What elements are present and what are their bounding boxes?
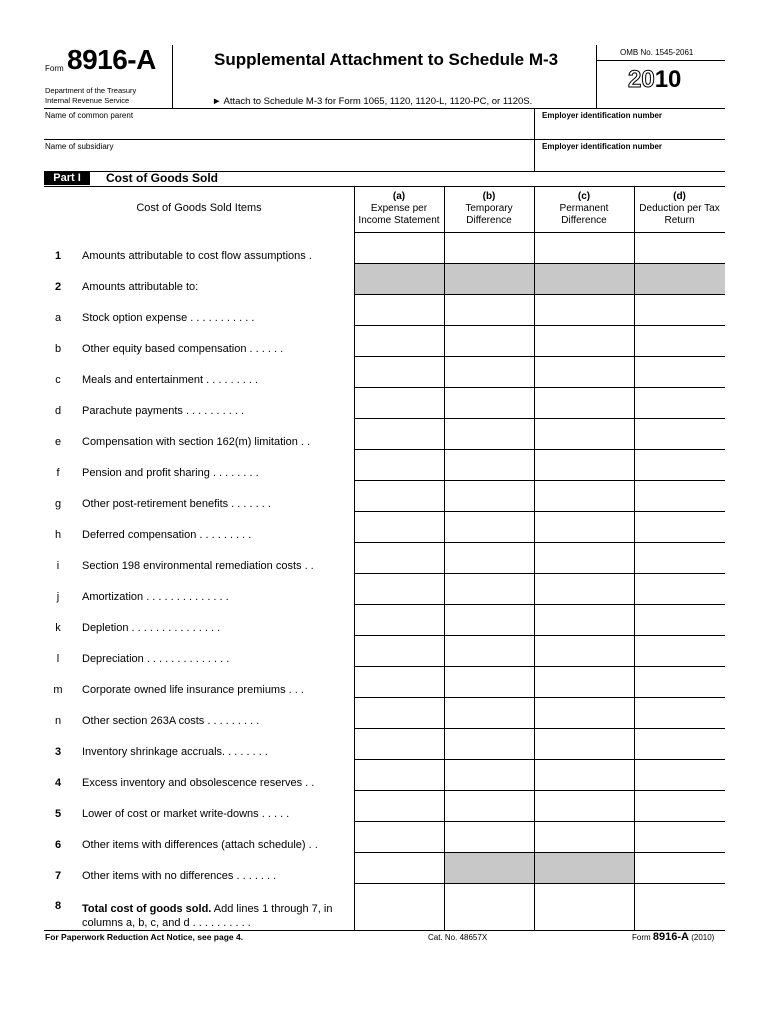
column-a-header bbox=[354, 191, 444, 227]
amount-cell-b[interactable] bbox=[445, 574, 534, 604]
amount-cell-a[interactable] bbox=[355, 481, 444, 511]
total-cell-a[interactable] bbox=[355, 886, 444, 930]
line-number: d bbox=[54, 405, 62, 417]
amount-cell-b[interactable] bbox=[445, 791, 534, 821]
column-c-header bbox=[534, 191, 634, 227]
amount-cell-d[interactable] bbox=[635, 512, 725, 542]
amount-cell-c[interactable] bbox=[535, 512, 634, 542]
ein-label-subsidiary: Employer identification number bbox=[542, 142, 663, 151]
column-c-line1: Permanent bbox=[559, 203, 609, 214]
amount-cell-a[interactable] bbox=[355, 450, 444, 480]
amount-cell-d[interactable] bbox=[635, 853, 725, 883]
amount-cell-a[interactable] bbox=[355, 326, 444, 356]
form-number: 8916-A bbox=[67, 44, 156, 75]
amount-cell-d[interactable] bbox=[635, 357, 725, 387]
line-description: Other section 263A costs . . . . . . . . . bbox=[82, 715, 260, 727]
column-c-letter: (c) bbox=[577, 191, 591, 202]
column-b-line1: Temporary bbox=[465, 203, 513, 214]
line-number: i bbox=[56, 560, 60, 572]
line-number: g bbox=[54, 498, 62, 510]
amount-cell-b[interactable] bbox=[445, 233, 534, 263]
line-description: Compensation with section 162(m) limitation . . bbox=[82, 436, 311, 448]
amount-cell-d[interactable] bbox=[635, 667, 725, 697]
tax-year bbox=[628, 66, 681, 94]
line-description: Amortization . . . . . . . . . . . . . . bbox=[82, 591, 229, 603]
amount-cell-d[interactable] bbox=[635, 388, 725, 418]
amount-cell-c[interactable] bbox=[535, 667, 634, 697]
form-prefix: Form bbox=[45, 64, 64, 73]
common-parent-field[interactable] bbox=[45, 121, 530, 137]
amount-cell-b[interactable] bbox=[445, 450, 534, 480]
total-cell-b[interactable] bbox=[445, 886, 534, 930]
amount-cell-c[interactable] bbox=[535, 605, 634, 635]
line-description: Other equity based compensation . . . . . . bbox=[82, 343, 284, 355]
catalog-number: Cat. No. 48657X bbox=[428, 933, 488, 942]
total-cogs-rest: Add lines 1 through 7, in bbox=[211, 903, 333, 915]
amount-cell-d[interactable] bbox=[635, 233, 725, 263]
amount-cell-c bbox=[535, 264, 634, 294]
department-line: Department of the Treasury bbox=[45, 86, 137, 95]
column-c-line2: Difference bbox=[561, 215, 607, 226]
tax-year-outline: 20 bbox=[628, 66, 655, 93]
tax-year-bold: 10 bbox=[654, 66, 682, 93]
amount-cell-b[interactable] bbox=[445, 760, 534, 790]
amount-cell-b[interactable] bbox=[445, 729, 534, 759]
amount-cell-b[interactable] bbox=[445, 295, 534, 325]
line-description: Depletion . . . . . . . . . . . . . . . bbox=[82, 622, 221, 634]
amount-cell-a[interactable] bbox=[355, 791, 444, 821]
amount-cell-b[interactable] bbox=[445, 388, 534, 418]
line-description: Other items with differences (attach schedule) . . bbox=[82, 839, 318, 851]
amount-cell-c[interactable] bbox=[535, 729, 634, 759]
column-d-line2: Return bbox=[664, 215, 695, 226]
line-description: Lower of cost or market write-downs . . . . . bbox=[82, 808, 290, 820]
total-cogs-bold: Total cost of goods sold. bbox=[82, 903, 212, 915]
common-parent-label: Name of common parent bbox=[45, 111, 134, 120]
line-number: 8 bbox=[54, 900, 62, 912]
line-number: 3 bbox=[54, 746, 62, 758]
column-a-line1: Expense per bbox=[370, 203, 428, 214]
line-description: Parachute payments . . . . . . . . . . bbox=[82, 405, 245, 417]
irs-line: Internal Revenue Service bbox=[45, 96, 130, 105]
total-cell-d[interactable] bbox=[635, 886, 725, 930]
amount-cell-d[interactable] bbox=[635, 760, 725, 790]
amount-cell-b[interactable] bbox=[445, 822, 534, 852]
amount-cell-c[interactable] bbox=[535, 698, 634, 728]
amount-cell-b[interactable] bbox=[445, 357, 534, 387]
part-title: Cost of Goods Sold bbox=[106, 171, 218, 185]
line-description: Excess inventory and obsolescence reserves . . bbox=[82, 777, 315, 789]
amount-cell-a[interactable] bbox=[355, 853, 444, 883]
line-number: 4 bbox=[54, 777, 62, 789]
column-a-line2: Income Statement bbox=[358, 215, 440, 226]
amount-cell-c[interactable] bbox=[535, 481, 634, 511]
amount-cell-c[interactable] bbox=[535, 543, 634, 573]
amount-cell-b bbox=[445, 853, 534, 883]
line-description: Inventory shrinkage accruals. . . . . . . . bbox=[82, 746, 268, 758]
line-number: 1 bbox=[54, 250, 62, 262]
amount-cell-a[interactable] bbox=[355, 667, 444, 697]
footer-form-id bbox=[632, 931, 714, 943]
items-column-header: Cost of Goods Sold Items bbox=[136, 202, 262, 214]
amount-cell-a[interactable] bbox=[355, 605, 444, 635]
line-description: Meals and entertainment . . . . . . . . . bbox=[82, 374, 259, 386]
footer-form-number: 8916-A bbox=[652, 931, 689, 943]
line-description: Other items with no differences . . . . . . . bbox=[82, 870, 277, 882]
amount-cell-d[interactable] bbox=[635, 450, 725, 480]
amount-cell-d[interactable] bbox=[635, 543, 725, 573]
line-description: Pension and profit sharing . . . . . . . . bbox=[82, 467, 259, 479]
amount-cell-a bbox=[355, 264, 444, 294]
amount-cell-c[interactable] bbox=[535, 295, 634, 325]
amount-cell-b bbox=[445, 264, 534, 294]
line-number: 5 bbox=[54, 808, 62, 820]
footer-form-prefix: Form bbox=[632, 933, 651, 942]
amount-cell-a[interactable] bbox=[355, 636, 444, 666]
column-d-line1: Deduction per Tax bbox=[639, 203, 720, 214]
amount-cell-c[interactable] bbox=[535, 760, 634, 790]
line-number: e bbox=[54, 436, 62, 448]
line-number: k bbox=[55, 622, 61, 634]
form-title: Supplemental Attachment to Schedule M-3 bbox=[214, 50, 559, 69]
line-number: 2 bbox=[54, 281, 62, 293]
amount-cell-d[interactable] bbox=[635, 605, 725, 635]
line-description: Amounts attributable to cost flow assumptions . bbox=[82, 250, 312, 262]
amount-cell-a[interactable] bbox=[355, 543, 444, 573]
amount-cell-a[interactable] bbox=[355, 822, 444, 852]
amount-cell-c[interactable] bbox=[535, 636, 634, 666]
column-b-letter: (b) bbox=[482, 191, 496, 202]
amount-cell-d[interactable] bbox=[635, 481, 725, 511]
total-cogs-label bbox=[82, 902, 352, 930]
amount-cell-a[interactable] bbox=[355, 233, 444, 263]
amount-cell-d bbox=[635, 264, 725, 294]
amount-cell-b[interactable] bbox=[445, 512, 534, 542]
line-description: Deferred compensation . . . . . . . . . bbox=[82, 529, 252, 541]
amount-cell-d[interactable] bbox=[635, 326, 725, 356]
amount-cell-b[interactable] bbox=[445, 481, 534, 511]
amount-cell-c bbox=[535, 853, 634, 883]
line-description: Corporate owned life insurance premiums . . . bbox=[82, 684, 304, 696]
amount-cell-a[interactable] bbox=[355, 357, 444, 387]
amount-cell-c[interactable] bbox=[535, 419, 634, 449]
amount-cell-b[interactable] bbox=[445, 543, 534, 573]
subsidiary-field[interactable] bbox=[45, 152, 530, 168]
omb-number: OMB No. 1545-2061 bbox=[620, 48, 694, 57]
amount-cell-c[interactable] bbox=[535, 326, 634, 356]
amount-cell-c[interactable] bbox=[535, 357, 634, 387]
line-number: l bbox=[56, 653, 60, 665]
amount-cell-c[interactable] bbox=[535, 450, 634, 480]
line-number: h bbox=[54, 529, 62, 541]
amount-cell-c[interactable] bbox=[535, 574, 634, 604]
amount-cell-b[interactable] bbox=[445, 698, 534, 728]
column-a-letter: (a) bbox=[392, 191, 406, 202]
line-number: n bbox=[54, 715, 62, 727]
ein-label-parent: Employer identification number bbox=[542, 111, 663, 120]
footer-form-year: (2010) bbox=[691, 933, 715, 942]
line-number: b bbox=[54, 343, 62, 355]
amount-cell-c[interactable] bbox=[535, 791, 634, 821]
amount-cell-d[interactable] bbox=[635, 419, 725, 449]
ein-field-parent[interactable] bbox=[537, 121, 723, 137]
line-description: Stock option expense . . . . . . . . . . . bbox=[82, 312, 255, 324]
amount-cell-d[interactable] bbox=[635, 822, 725, 852]
amount-cell-d[interactable] bbox=[635, 729, 725, 759]
paperwork-notice: For Paperwork Reduction Act Notice, see page 4. bbox=[45, 932, 244, 942]
total-cell-c[interactable] bbox=[535, 886, 634, 930]
ein-field-subsidiary[interactable] bbox=[537, 152, 723, 168]
line-number: c bbox=[55, 374, 61, 386]
line-number: m bbox=[53, 684, 63, 696]
amount-cell-a[interactable] bbox=[355, 574, 444, 604]
amount-cell-a[interactable] bbox=[355, 388, 444, 418]
line-number: a bbox=[54, 312, 62, 324]
line-number: f bbox=[56, 467, 60, 479]
line-number: 7 bbox=[54, 870, 62, 882]
amount-cell-b[interactable] bbox=[445, 605, 534, 635]
amount-cell-a[interactable] bbox=[355, 512, 444, 542]
line-description: Amounts attributable to: bbox=[82, 281, 199, 293]
part-tag: Part I bbox=[44, 172, 90, 185]
row-divider bbox=[354, 883, 725, 884]
column-b-header bbox=[444, 191, 534, 227]
line-description: Depreciation . . . . . . . . . . . . . . bbox=[82, 653, 230, 665]
attach-instruction: ► Attach to Schedule M-3 for Form 1065, 1120, 1120-L, 1120-PC, or 1120S. bbox=[212, 96, 533, 107]
amount-cell-c[interactable] bbox=[535, 233, 634, 263]
total-cogs-line2: columns a, b, c, and d . . . . . . . . . . bbox=[82, 917, 251, 929]
amount-cell-a[interactable] bbox=[355, 419, 444, 449]
amount-cell-a[interactable] bbox=[355, 295, 444, 325]
amount-cell-d[interactable] bbox=[635, 698, 725, 728]
amount-cell-c[interactable] bbox=[535, 388, 634, 418]
amount-cell-a[interactable] bbox=[355, 760, 444, 790]
line-description: Other post-retirement benefits . . . . . . . bbox=[82, 498, 271, 510]
amount-cell-d[interactable] bbox=[635, 636, 725, 666]
column-d-header bbox=[634, 191, 725, 227]
line-number: 6 bbox=[54, 839, 62, 851]
amount-cell-d[interactable] bbox=[635, 791, 725, 821]
amount-cell-c[interactable] bbox=[535, 822, 634, 852]
amount-cell-b[interactable] bbox=[445, 326, 534, 356]
subsidiary-label: Name of subsidiary bbox=[45, 142, 114, 151]
line-number: j bbox=[56, 591, 60, 603]
column-b-line2: Difference bbox=[466, 215, 512, 226]
amount-cell-a[interactable] bbox=[355, 698, 444, 728]
amount-cell-b[interactable] bbox=[445, 419, 534, 449]
amount-cell-d[interactable] bbox=[635, 295, 725, 325]
amount-cell-b[interactable] bbox=[445, 636, 534, 666]
amount-cell-a[interactable] bbox=[355, 729, 444, 759]
amount-cell-b[interactable] bbox=[445, 667, 534, 697]
column-d-letter: (d) bbox=[673, 191, 686, 202]
line-description: Section 198 environmental remediation costs . . bbox=[82, 560, 314, 572]
amount-cell-d[interactable] bbox=[635, 574, 725, 604]
